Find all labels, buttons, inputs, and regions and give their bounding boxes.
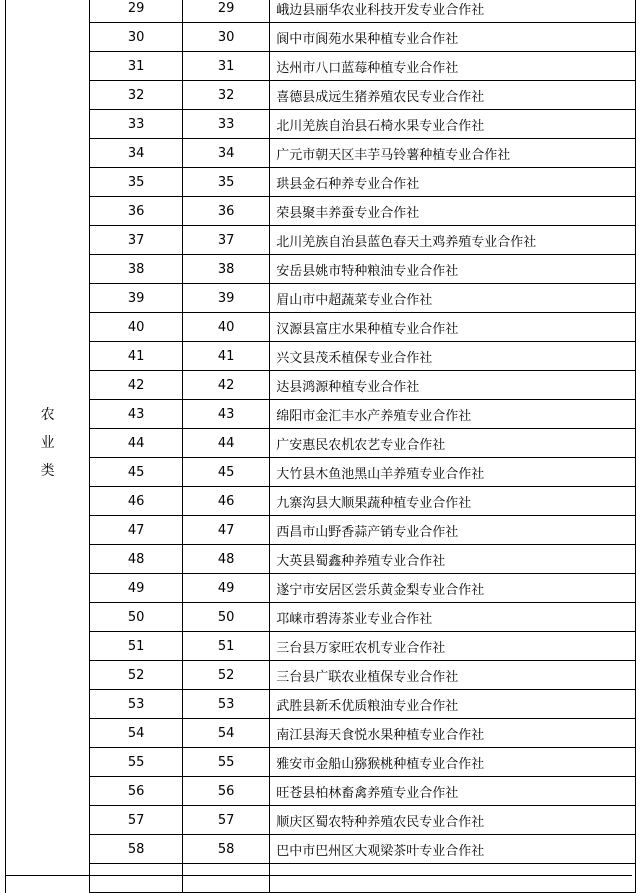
number-cell: 53 bbox=[183, 690, 270, 719]
category-label: 农业类 bbox=[40, 407, 55, 480]
table-row bbox=[6, 52, 636, 81]
table-row bbox=[6, 545, 636, 574]
cooperative-name-cell: 安岳县姚市特种粮油专业合作社 bbox=[270, 255, 636, 284]
number-cell: 32 bbox=[183, 81, 270, 110]
number-cell: 37 bbox=[183, 226, 270, 255]
seq-cell bbox=[90, 864, 183, 893]
table-row bbox=[6, 255, 636, 284]
number-cell: 45 bbox=[183, 458, 270, 487]
cooperative-name-cell: 阆中市阆苑水果种植专业合作社 bbox=[270, 23, 636, 52]
number-cell: 50 bbox=[183, 603, 270, 632]
seq-cell: 43 bbox=[90, 400, 183, 429]
number-cell: 47 bbox=[183, 516, 270, 545]
seq-cell: 49 bbox=[90, 574, 183, 603]
cooperative-name-cell: 巴中市巴州区大观梁茶叶专业合作社 bbox=[270, 835, 636, 864]
number-cell: 46 bbox=[183, 487, 270, 516]
cooperative-name-cell: 大竹县木鱼池黑山羊养殖专业合作社 bbox=[270, 458, 636, 487]
cooperative-name-cell: 荣县聚丰养蚕专业合作社 bbox=[270, 197, 636, 226]
cooperative-list-table bbox=[5, 0, 636, 893]
table-row bbox=[6, 110, 636, 139]
table-row bbox=[6, 226, 636, 255]
cooperative-name-cell: 邛崃市碧涛茶业专业合作社 bbox=[270, 603, 636, 632]
number-cell: 58 bbox=[183, 835, 270, 864]
seq-cell: 45 bbox=[90, 458, 183, 487]
number-cell: 30 bbox=[183, 23, 270, 52]
cooperative-name-cell: 兴文县茂禾植保专业合作社 bbox=[270, 342, 636, 371]
table-row bbox=[6, 400, 636, 429]
seq-cell: 52 bbox=[90, 661, 183, 690]
number-cell: 38 bbox=[183, 255, 270, 284]
number-cell bbox=[183, 864, 270, 893]
table-row bbox=[6, 139, 636, 168]
seq-cell: 33 bbox=[90, 110, 183, 139]
seq-cell: 58 bbox=[90, 835, 183, 864]
table-row bbox=[6, 806, 636, 835]
number-cell: 54 bbox=[183, 719, 270, 748]
number-cell: 33 bbox=[183, 110, 270, 139]
seq-cell: 32 bbox=[90, 81, 183, 110]
table-row bbox=[6, 574, 636, 603]
seq-cell: 29 bbox=[90, 0, 183, 23]
cooperative-name-cell: 南江县海天食悦水果种植专业合作社 bbox=[270, 719, 636, 748]
table-row bbox=[6, 23, 636, 52]
cooperative-name-cell: 达州市八口蓝莓种植专业合作社 bbox=[270, 52, 636, 81]
cooperative-name-cell: 顺庆区蜀农特种养殖农民专业合作社 bbox=[270, 806, 636, 835]
number-cell: 36 bbox=[183, 197, 270, 226]
table-row bbox=[6, 835, 636, 864]
table-row bbox=[6, 429, 636, 458]
table-row bbox=[6, 661, 636, 690]
seq-cell: 56 bbox=[90, 777, 183, 806]
table-row bbox=[6, 371, 636, 400]
table-row bbox=[6, 168, 636, 197]
cooperative-name-cell: 峨边县丽华农业科技开发专业合作社 bbox=[270, 0, 636, 23]
seq-cell: 38 bbox=[90, 255, 183, 284]
number-cell: 29 bbox=[183, 0, 270, 23]
table-row bbox=[6, 516, 636, 545]
number-cell: 52 bbox=[183, 661, 270, 690]
seq-cell: 46 bbox=[90, 487, 183, 516]
cooperative-name-cell: 喜德县成远生猪养殖农民专业合作社 bbox=[270, 81, 636, 110]
cooperative-name-cell: 绵阳市金汇丰水产养殖专业合作社 bbox=[270, 400, 636, 429]
seq-cell: 47 bbox=[90, 516, 183, 545]
cooperative-name-cell: 珙县金石种养专业合作社 bbox=[270, 168, 636, 197]
number-cell: 43 bbox=[183, 400, 270, 429]
table-row bbox=[6, 719, 636, 748]
cooperative-name-cell: 武胜县新禾优质粮油专业合作社 bbox=[270, 690, 636, 719]
cooperative-name-cell: 雅安市金船山猕猴桃种植专业合作社 bbox=[270, 748, 636, 777]
cooperative-name-cell: 达县鸿源种植专业合作社 bbox=[270, 371, 636, 400]
seq-cell: 48 bbox=[90, 545, 183, 574]
cooperative-name-cell: 三台县广联农业植保专业合作社 bbox=[270, 661, 636, 690]
seq-cell: 41 bbox=[90, 342, 183, 371]
cooperative-name-cell: 大英县蜀鑫种养殖专业合作社 bbox=[270, 545, 636, 574]
seq-cell: 44 bbox=[90, 429, 183, 458]
number-cell: 31 bbox=[183, 52, 270, 81]
seq-cell: 30 bbox=[90, 23, 183, 52]
number-cell: 35 bbox=[183, 168, 270, 197]
number-cell: 40 bbox=[183, 313, 270, 342]
seq-cell: 39 bbox=[90, 284, 183, 313]
table-row bbox=[6, 777, 636, 806]
seq-cell: 36 bbox=[90, 197, 183, 226]
cooperative-name-cell: 北川羌族自治县蓝色春天土鸡养殖专业合作社 bbox=[270, 226, 636, 255]
cooperative-name-cell: 遂宁市安居区尝乐黄金梨专业合作社 bbox=[270, 574, 636, 603]
cooperative-name-cell: 三台县万家旺农机专业合作社 bbox=[270, 632, 636, 661]
number-cell: 42 bbox=[183, 371, 270, 400]
seq-cell: 54 bbox=[90, 719, 183, 748]
number-cell: 44 bbox=[183, 429, 270, 458]
table-bottom-border bbox=[5, 875, 632, 876]
seq-cell: 35 bbox=[90, 168, 183, 197]
cooperative-name-cell: 北川羌族自治县石椅水果专业合作社 bbox=[270, 110, 636, 139]
table-row bbox=[6, 81, 636, 110]
table-row bbox=[6, 342, 636, 371]
table-row bbox=[6, 197, 636, 226]
table-row bbox=[6, 284, 636, 313]
table-row bbox=[6, 313, 636, 342]
seq-cell: 34 bbox=[90, 139, 183, 168]
number-cell: 41 bbox=[183, 342, 270, 371]
number-cell: 39 bbox=[183, 284, 270, 313]
cooperative-name-cell bbox=[270, 864, 636, 893]
seq-cell: 40 bbox=[90, 313, 183, 342]
seq-cell: 57 bbox=[90, 806, 183, 835]
table-row bbox=[6, 748, 636, 777]
table-body bbox=[6, 0, 636, 893]
number-cell: 57 bbox=[183, 806, 270, 835]
number-cell: 49 bbox=[183, 574, 270, 603]
table-row bbox=[6, 690, 636, 719]
table-row bbox=[6, 864, 636, 893]
cooperative-name-cell: 西昌市山野香蒜产销专业合作社 bbox=[270, 516, 636, 545]
seq-cell: 55 bbox=[90, 748, 183, 777]
cooperative-name-cell: 旺苍县柏林畜禽养殖专业合作社 bbox=[270, 777, 636, 806]
table-row bbox=[6, 0, 636, 23]
number-cell: 48 bbox=[183, 545, 270, 574]
seq-cell: 50 bbox=[90, 603, 183, 632]
number-cell: 51 bbox=[183, 632, 270, 661]
number-cell: 34 bbox=[183, 139, 270, 168]
seq-cell: 37 bbox=[90, 226, 183, 255]
seq-cell: 51 bbox=[90, 632, 183, 661]
table-row bbox=[6, 487, 636, 516]
number-cell: 56 bbox=[183, 777, 270, 806]
number-cell: 55 bbox=[183, 748, 270, 777]
cooperative-name-cell: 九寨沟县大顺果蔬种植专业合作社 bbox=[270, 487, 636, 516]
cooperative-name-cell: 广安惠民农机农艺专业合作社 bbox=[270, 429, 636, 458]
cooperative-name-cell: 汉源县富庄水果种植专业合作社 bbox=[270, 313, 636, 342]
table-row bbox=[6, 603, 636, 632]
seq-cell: 42 bbox=[90, 371, 183, 400]
category-cell bbox=[6, 0, 90, 893]
cooperative-name-cell: 广元市朝天区丰芋马铃薯种植专业合作社 bbox=[270, 139, 636, 168]
cooperative-name-cell: 眉山市中超蔬菜专业合作社 bbox=[270, 284, 636, 313]
table-row bbox=[6, 458, 636, 487]
seq-cell: 53 bbox=[90, 690, 183, 719]
seq-cell: 31 bbox=[90, 52, 183, 81]
table-row bbox=[6, 632, 636, 661]
